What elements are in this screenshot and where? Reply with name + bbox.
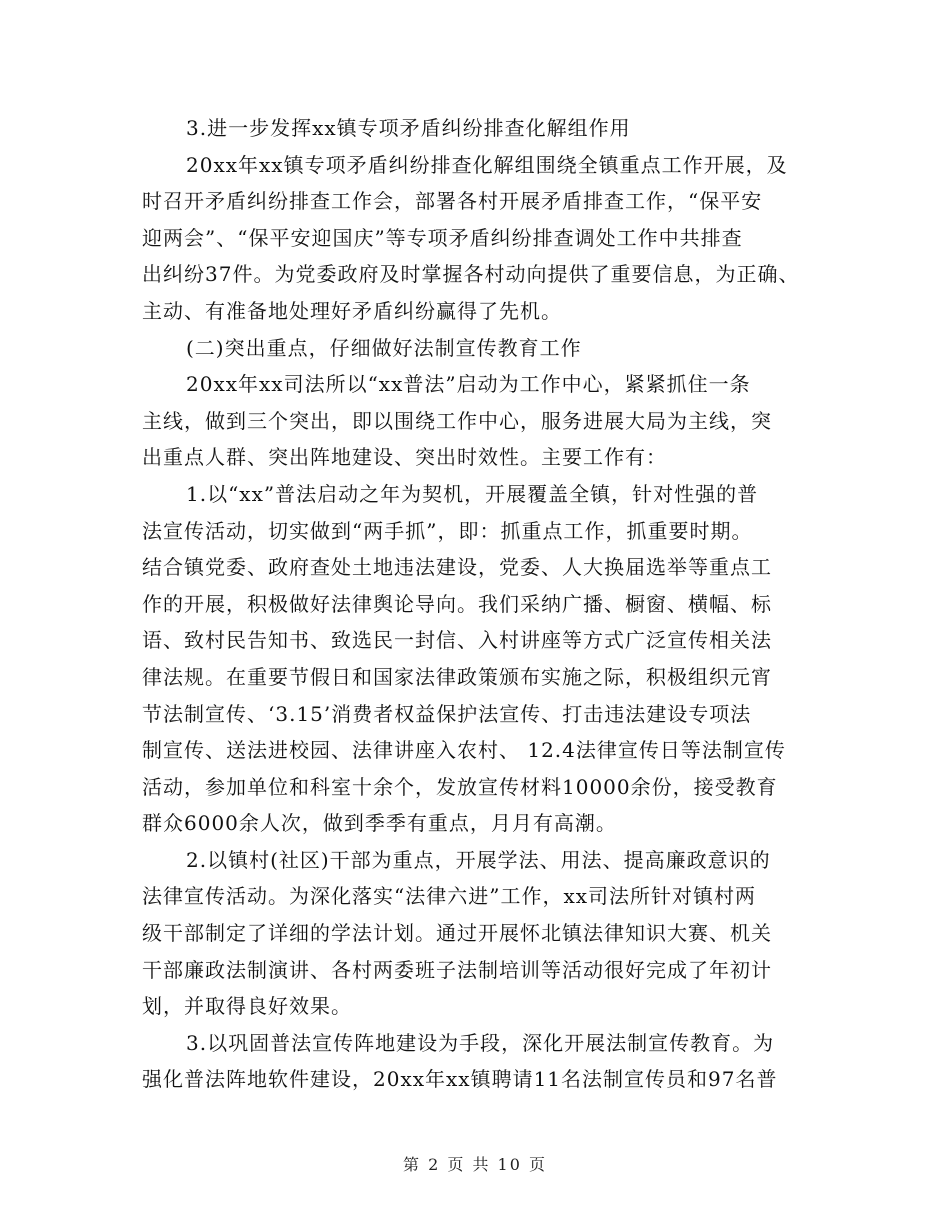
paragraph-first-line: 3.进一步发挥xx镇专项矛盾纠纷排查化解组作用 [186, 116, 631, 140]
paragraph-line: 节法制宣传、‘3.15’消费者权益保护法宣传、打击违法建设专项法 [142, 701, 752, 726]
paragraph-first-line: 20xx年xx镇专项矛盾纠纷排查化解组围绕全镇重点工作开展，及 [186, 152, 788, 177]
paragraph-first-line: 2.以镇村(社区)干部为重点，开展学法、用法、提高廉政意识的 [186, 847, 771, 872]
paragraph-line: 划，并取得良好效果。 [142, 994, 352, 1019]
paragraph-line: 干部廉政法制演讲、各村两委班子法制培训等活动很好完成了年初计 [142, 957, 772, 982]
paragraph-first-line: (二)突出重点，仔细做好法制宣传教育工作 [186, 335, 582, 360]
document-text [142, 110, 812, 1098]
paragraph-first-line: 3.以巩固普法宣传阵地建设为手段，深化开展法制宣传教育。为 [186, 1030, 775, 1055]
paragraph-line: 作的开展，积极做好法律舆论导向。我们采纳广播、橱窗、横幅、标 [142, 591, 772, 616]
paragraph-line: 主线，做到三个突出，即以围绕工作中心，服务进展大局为主线，突 [142, 408, 772, 433]
paragraph-line: 迎两会”、“保平安迎国庆”等专项矛盾纠纷排查调处工作中共排查 [142, 225, 743, 250]
paragraph-line: 群众6000余人次，做到季季有重点，月月有高潮。 [142, 811, 617, 836]
paragraph-line: 法宣传活动，切实做到“两手抓”，即：抓重点工作，抓重要时期。 [142, 518, 753, 543]
paragraph-line: 时召开矛盾纠纷排查工作会，部署各村开展矛盾排查工作，“保平安 [142, 189, 763, 214]
paragraph-line: 主动、有准备地处理好矛盾纠纷赢得了先机。 [142, 298, 562, 323]
paragraph-first-line: 1.以“xx”普法启动之年为契机，开展覆盖全镇，针对性强的普 [186, 481, 759, 506]
paragraph-line: 制宣传、送法进校园、法律讲座入农村、 12.4法律宣传日等法制宣传 [142, 738, 786, 763]
paragraph-line: 出纠纷37件。为党委政府及时掌握各村动向提供了重要信息，为正确、 [142, 262, 800, 287]
paragraph-first-line: 20xx年xx司法所以“xx普法”启动为工作中心，紧紧抓住一条 [186, 372, 751, 397]
paragraph-line: 级干部制定了详细的学法计划。通过开展怀北镇法律知识大赛、机关 [142, 921, 772, 946]
paragraph-line: 法律宣传活动。为深化落实“法律六进”工作，xx司法所针对镇村两 [142, 884, 757, 909]
page-footer: 第 2 页 共 10 页 [403, 1155, 547, 1174]
document-body [142, 110, 812, 1098]
paragraph-line: 结合镇党委、政府查处土地违法建设，党委、人大换届选举等重点工 [142, 555, 772, 580]
paragraph-line: 律法规。在重要节假日和国家法律政策颁布实施之际，积极组织元宵 [142, 664, 772, 689]
paragraph-line: 语、致村民告知书、致选民一封信、入村讲座等方式广泛宣传相关法 [142, 628, 772, 653]
paragraph-line: 出重点人群、突出阵地建设、突出时效性。主要工作有： [142, 445, 667, 470]
paragraph-line: 强化普法阵地软件建设，20xx年xx镇聘请11名法制宣传员和97名普 [142, 1067, 778, 1092]
paragraph-line: 活动，参加单位和科室十余个，发放宣传材料10000余份，接受教育 [142, 774, 778, 799]
